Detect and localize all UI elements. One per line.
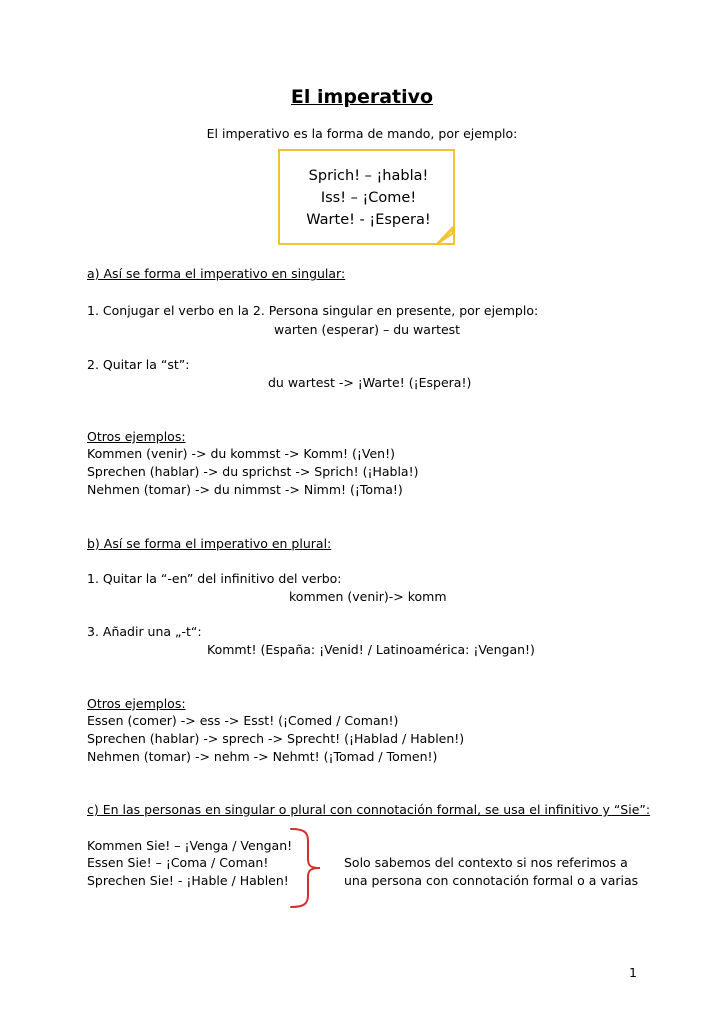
list-item: Essen (comer) -> ess -> Esst! (¡Comed / Coman!)	[87, 713, 399, 728]
list-item: Nehmen (tomar) -> du nimmst -> Nimm! (¡Toma!)	[87, 482, 403, 497]
note-line: Warte! - ¡Espera!	[306, 212, 431, 228]
section-b-step1-example: kommen (venir)-> komm	[289, 589, 447, 604]
page-number: 1	[629, 965, 637, 980]
section-a-step2: 2. Quitar la “st”:	[87, 357, 190, 372]
sticky-note	[278, 149, 455, 245]
explanation-line: una persona con connotación formal o a varias	[344, 873, 639, 888]
page-title: El imperativo	[290, 86, 434, 108]
note-line: Iss! – ¡Come!	[320, 190, 417, 206]
list-item: Kommen (venir) -> du kommst -> Komm! (¡Ven!)	[87, 446, 395, 461]
intro-text: El imperativo es la forma de mando, por ejemplo:	[206, 126, 518, 141]
section-b-heading: b) Así se forma el imperativo en plural:	[87, 536, 332, 551]
section-a-step1-example: warten (esperar) – du wartest	[274, 322, 461, 337]
section-b-step1: 1. Quitar la “-en” del infinitivo del verbo:	[87, 571, 342, 586]
list-item: Sprechen (hablar) -> du sprichst -> Sprich! (¡Habla!)	[87, 464, 419, 479]
section-a-step2-example: du wartest -> ¡Warte! (¡Espera!)	[268, 375, 472, 390]
list-item: Nehmen (tomar) -> nehm -> Nehmt! (¡Tomad / Tomen!)	[87, 749, 438, 764]
section-b-step3: 3. Añadir una „-t“:	[87, 624, 202, 639]
section-c-heading: c) En las personas en singular o plural con connotación formal, se usa el infinitivo y “Sie”:	[87, 802, 651, 817]
list-item: Kommen Sie! – ¡Venga / Vengan!	[87, 838, 293, 853]
list-item: Sprechen Sie! - ¡Hable / Hablen!	[87, 873, 289, 888]
list-item: Sprechen (hablar) -> sprech -> Sprecht! (¡Hablad / Hablen!)	[87, 731, 465, 746]
section-a-otros-heading: Otros ejemplos:	[87, 429, 186, 444]
section-a-heading: a) Así se forma el imperativo en singular:	[87, 266, 346, 281]
note-line: Sprich! – ¡habla!	[308, 168, 429, 184]
explanation-line: Solo sabemos del contexto si nos referimos a	[344, 855, 628, 870]
section-b-step3-example: Kommt! (España: ¡Venid! / Latinoamérica: ¡Vengan!)	[207, 642, 535, 657]
note-fold-icon	[435, 225, 457, 247]
list-item: Essen Sie! – ¡Coma / Coman!	[87, 855, 269, 870]
curly-brace-icon	[286, 826, 326, 910]
section-a-step1: 1. Conjugar el verbo en la 2. Persona singular en presente, por ejemplo:	[87, 303, 539, 318]
section-b-otros-heading: Otros ejemplos:	[87, 696, 186, 711]
